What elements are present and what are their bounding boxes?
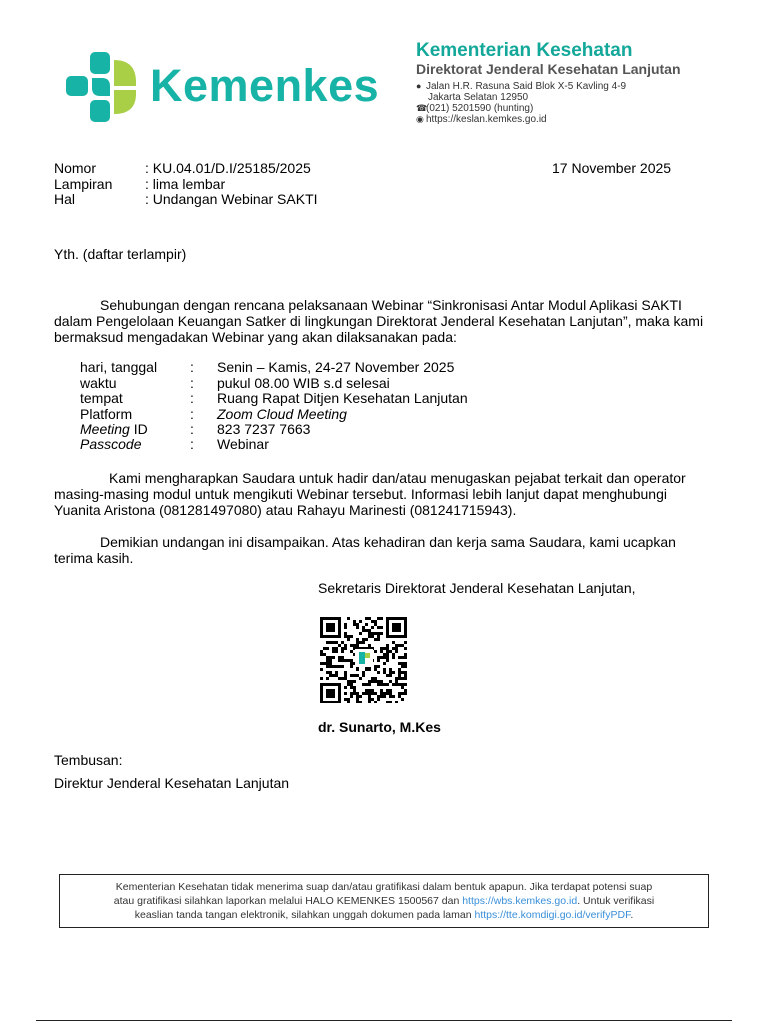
detail-colon: : bbox=[190, 421, 194, 437]
nomor-row bbox=[54, 160, 311, 177]
detail-value-platform: Zoom Cloud Meeting bbox=[217, 406, 347, 422]
tembusan-label: Tembusan: bbox=[54, 752, 123, 768]
closing-line: terima kasih. bbox=[54, 550, 134, 566]
phone-icon: ☎ bbox=[416, 103, 428, 113]
nomor-label: Nomor bbox=[54, 160, 97, 176]
detail-label-date: hari, tanggal bbox=[80, 359, 158, 375]
kemenkes-wordmark: Kemenkes bbox=[150, 60, 380, 111]
meeting-label-rest: ID bbox=[129, 421, 148, 437]
detail-label-place: tempat bbox=[80, 390, 123, 406]
meeting-label-italic: Meeting bbox=[80, 421, 130, 437]
website-line: ◉ https://keslan.kemkes.go.id bbox=[416, 114, 547, 125]
closing-paragraph bbox=[54, 534, 714, 566]
detail-value-time: pukul 08.00 WIB s.d selesai bbox=[217, 375, 390, 391]
disclaimer-line-1: Kementerian Kesehatan tidak menerima suap dan/atau gratifikasi dalam bentuk apapun. Jika terdapat potensi suap bbox=[115, 881, 653, 893]
request-line: masing-masing modul untuk mengikuti Webinar tersebut. Informasi lebih lanjut dapat menghubungi bbox=[54, 486, 667, 502]
intro-line: dalam Pengelolaan Keuangan Satker di lingkungan Direktorat Jenderal Kesehatan Lanjutan”, maka kami bbox=[54, 313, 704, 329]
detail-value-date: Senin – Kamis, 24-27 November 2025 bbox=[217, 359, 455, 375]
kemenkes-logo-icon bbox=[66, 52, 138, 122]
request-line: Yuanita Aristona (081281497080) atau Rahayu Marinesti (081241715943). bbox=[54, 502, 517, 518]
disclaimer-line-2: atau gratifikasi silahkan laporkan melalui HALO KEMENKES 1500567 dan https://wbs.kemkes.go.id. Untuk verifikasi bbox=[113, 895, 655, 907]
letter-date: 17 November 2025 bbox=[552, 160, 672, 176]
detail-label-time: waktu bbox=[80, 375, 117, 391]
disclaimer-box bbox=[59, 874, 709, 928]
location-pin-icon: ● bbox=[416, 81, 422, 91]
address-line-1: ● Jalan H.R. Rasuna Said Blok X-5 Kavling 4-9 bbox=[416, 81, 627, 92]
lampiran-value: : lima lembar bbox=[145, 176, 226, 192]
closing-line: Demikian undangan ini disampaikan. Atas kehadiran dan kerja sama Saudara, kami ucapkan bbox=[100, 534, 676, 550]
nomor-value: : KU.04.01/D.I/25185/2025 bbox=[145, 160, 311, 176]
phone-line: ☎(021) 5201590 (hunting) bbox=[416, 103, 534, 114]
hal-row bbox=[54, 191, 318, 208]
detail-label-platform: Platform bbox=[80, 406, 133, 422]
detail-colon: : bbox=[190, 436, 194, 452]
recipient: Yth. (daftar terlampir) bbox=[54, 246, 187, 262]
org-subtitle: Direktorat Jenderal Kesehatan Lanjutan bbox=[416, 61, 681, 77]
org-title: Kementerian Kesehatan bbox=[416, 40, 633, 61]
hal-value: : Undangan Webinar SAKTI bbox=[145, 191, 318, 207]
request-line: Kami mengharapkan Saudara untuk hadir dan/atau menugaskan pejabat terkait dan operator bbox=[109, 470, 686, 486]
bottom-divider bbox=[36, 1020, 732, 1021]
wbs-link[interactable]: https://wbs.kemkes.go.id bbox=[462, 895, 578, 907]
detail-colon: : bbox=[190, 359, 194, 375]
globe-icon: ◉ bbox=[416, 114, 424, 124]
intro-paragraph bbox=[54, 297, 714, 345]
detail-value-meeting-id: 823 7237 7663 bbox=[217, 421, 311, 437]
detail-label-passcode: Passcode bbox=[80, 436, 142, 452]
detail-colon: : bbox=[190, 406, 194, 422]
request-paragraph bbox=[54, 470, 714, 518]
detail-colon: : bbox=[190, 390, 194, 406]
verify-pdf-link[interactable]: https://tte.komdigi.go.id/verifyPDF bbox=[474, 909, 631, 921]
disclaimer-line-3: keaslian tanda tangan elektronik, silahkan unggah dokumen pada laman https://tte.komdigi.go.id/verifyPDF. bbox=[134, 909, 634, 921]
intro-line: Sehubungan dengan rencana pelaksanaan Webinar “Sinkronisasi Antar Modul Aplikasi SAKTI bbox=[100, 297, 682, 313]
address-line-2: Jakarta Selatan 12950 bbox=[428, 92, 529, 103]
intro-line: bermaksud mengadakan Webinar yang akan dilaksanakan pada: bbox=[54, 329, 457, 345]
qr-code-signature[interactable] bbox=[319, 617, 409, 703]
tembusan-value: Direktur Jenderal Kesehatan Lanjutan bbox=[54, 775, 290, 791]
hal-label: Hal bbox=[54, 191, 76, 207]
lampiran-label: Lampiran bbox=[54, 176, 113, 192]
detail-value-place: Ruang Rapat Ditjen Kesehatan Lanjutan bbox=[217, 390, 468, 406]
signer-name: dr. Sunarto, M.Kes bbox=[318, 719, 441, 735]
signer-title: Sekretaris Direktorat Jenderal Kesehatan Lanjutan, bbox=[318, 580, 636, 596]
detail-colon: : bbox=[190, 375, 194, 391]
detail-value-passcode: Webinar bbox=[217, 436, 269, 452]
